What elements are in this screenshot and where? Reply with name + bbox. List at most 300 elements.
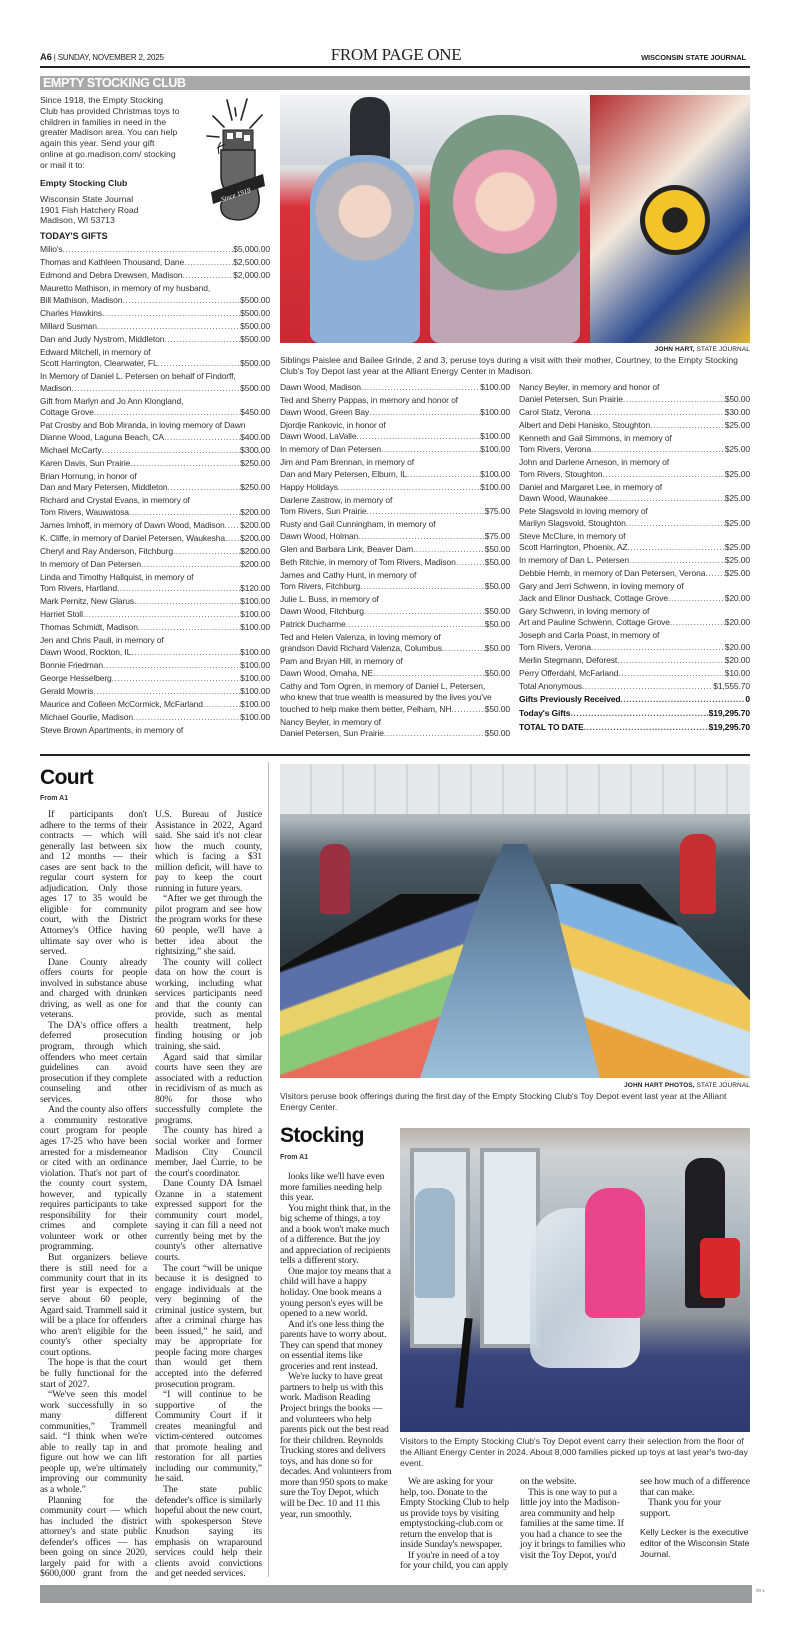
mailing-address [40, 194, 180, 226]
donor-name: Michael Gourlie, Madison [40, 711, 134, 722]
gift-amount: $100.00 [240, 685, 270, 696]
gift-row [280, 457, 510, 480]
article-paragraph: Dane County already offers courts for people involved in substance abuse and charged with drunken driving, as well as one for veterans. [40, 956, 147, 1021]
page-code: 00 1 [756, 1588, 765, 1593]
gift-dedication: who knew that true wealth is measured by the lives you've [280, 692, 492, 702]
gift-line [280, 581, 510, 593]
donor-name: Dawn Wood, Holman [280, 530, 359, 541]
donor-name: Tom Rivers, Sun Prairie [280, 506, 367, 516]
dot-leader [668, 593, 725, 605]
article-paragraph: The DA's office offers a deferred prosecution program, through which offenders who meet certain guidelines can avoid prosecution if they complete counseling and other services. [40, 1019, 147, 1105]
todays-gifts-heading: TODAY'S GIFTS [40, 231, 108, 241]
dot-leader [413, 544, 485, 556]
gift-dedication: Richard and Crystal Evans, in memory of [40, 495, 190, 505]
donor-name: Thomas and Kathleen Thousand, Dane [40, 257, 185, 267]
donor-name: Mark Pernitz, New Glarus [40, 596, 134, 606]
address-line: 1901 Fish Hatchery Road [40, 204, 139, 215]
article-paragraph: The hope is that the court be fully functional for the start of 2027. [40, 1357, 147, 1390]
gift-line [40, 699, 270, 711]
gift-amount: $500.00 [240, 333, 270, 344]
gift-row [40, 546, 270, 558]
gift-line [40, 321, 270, 333]
article-paragraph: looks like we'll have even more families needing help this year. [280, 1171, 385, 1204]
gift-amount: $25.00 [724, 468, 750, 479]
gift-row [519, 630, 750, 653]
gift-line [40, 673, 270, 685]
gift-row [280, 420, 510, 443]
donor-name: Dan and Mary Petersen, Elburn, IL [280, 468, 407, 479]
gift-line [40, 660, 270, 672]
gift-amount: $200.00 [240, 519, 270, 530]
gift-row [40, 471, 270, 494]
article-paragraph: Agard said that similar courts have seen they are associated with a reduction in recidivism of as much as 80% for those who successfully complete the programs. [155, 1051, 262, 1126]
article-paragraph: We are asking for your help, too. Donate to the Empty Stocking Club to help us provide toys by visiting emptystocking-club.com or return the envelop that is inside Sunday's newspaper. [400, 1476, 509, 1551]
gift-amount: $500.00 [240, 307, 270, 318]
article-paragraph: But organizers believe there is still need for a community court that in its first year is expected to serve about 60 people, Agard said. Trammell said it will be a place for offenders who aren't eligible for the county's other specialty court options. [40, 1251, 147, 1358]
donor-name: Tom Rivers, Hartland [40, 583, 117, 593]
gift-amount: $75.00 [484, 530, 510, 541]
dot-leader [83, 609, 240, 621]
gift-amount: $50.00 [484, 667, 510, 678]
address-line: Wisconsin State Journal [40, 194, 134, 205]
gift-row [40, 371, 270, 394]
donor-name: Beth Ritchie, in memory of Tom Rivers, Madison [280, 556, 456, 567]
article-paragraph: “We've seen this model work successfully in so many different communities,” Trammell said. “I think when we're able to really tap in and figure out how we can lift people up, we're ultimately improving our community as a whole.” [40, 1389, 147, 1495]
article-paragraph: Thank you for your support. [640, 1497, 721, 1519]
gift-row [280, 382, 510, 394]
stocking-logo-icon [205, 96, 267, 224]
gift-line [40, 244, 270, 256]
gift-dedication: Gift from Marlyn and Jo Ann Klongland, [40, 395, 184, 406]
donor-name: Michael McCarty [40, 444, 102, 455]
gift-dedication: In Memory of Daniel L. Petersen on behalf of Findorff, [40, 371, 236, 381]
intro-text: Since 1918, the Empty Stocking Club has provided Christmas toys to children in families in need in the greater Madison area. You can help again this year. Send your gift online at go.madison.com/ stocking or mail it to: [40, 95, 180, 170]
dot-leader [117, 583, 240, 595]
gift-line [280, 728, 510, 740]
gift-dedication: Cathy and Tom Ogren, in memory of Daniel L. Petersen, [280, 680, 486, 691]
gift-dedication: Rusty and Gail Cunningham, in memory of [280, 519, 436, 529]
donor-name: Bill Mathison, Madison [40, 294, 123, 305]
gift-row [40, 520, 270, 532]
donor-name: Cheryl and Ray Anderson, Fitchburg [40, 545, 173, 556]
gift-amount: $200.00 [240, 506, 270, 517]
credit-org: STATE JOURNAL [696, 346, 750, 353]
donor-name: Maurice and Colleen McCormick, McFarland [40, 698, 203, 709]
intro-box [40, 95, 180, 226]
donor-name: Art and Pauline Schwenn, Cottage Grove [519, 617, 670, 627]
gift-amount: $100.00 [240, 672, 270, 683]
gift-row [280, 656, 510, 679]
gift-amount: $19,295.70 [708, 721, 750, 732]
gift-amount: $50.00 [724, 393, 750, 404]
donor-name: Dawn Wood, Rockton, IL [40, 646, 132, 657]
gift-row [280, 570, 510, 593]
donor-name: Dawn Wood, LaValle [280, 431, 357, 441]
gift-amount: $500.00 [240, 382, 270, 393]
court-article-body [40, 810, 262, 1580]
donor-name: Madison [40, 382, 72, 393]
gift-amount: $25.00 [724, 555, 750, 565]
dot-leader [112, 673, 240, 685]
gift-line [40, 609, 270, 621]
gift-line [40, 257, 270, 269]
gift-line [280, 469, 510, 481]
donor-name: Dianne Wood, Laguna Beach, CA [40, 431, 164, 442]
dot-leader [102, 445, 241, 457]
article-paragraph: And the county also offers a community restorative court program for people ages 17-25 who have been arrested for a misdemeanor or cited with an ordinance violation. That's not part of the county court system, however, and typically requires participants to take responsibility for their crimes and complete volunteer work or other programming. [40, 1104, 147, 1253]
dot-leader [582, 681, 713, 693]
credit-org: STATE JOURNAL [696, 1082, 750, 1089]
donor-name: Tom Rivers, Fitchburg [280, 581, 361, 591]
dot-leader [456, 557, 485, 569]
donor-name: Harriet Stoll [40, 609, 83, 619]
gift-row [40, 635, 270, 658]
gift-line [40, 445, 270, 457]
gift-row [40, 321, 270, 333]
gift-row [519, 382, 750, 405]
gift-amount: $100.00 [480, 382, 510, 392]
dot-leader [705, 568, 724, 580]
gift-row [280, 544, 510, 556]
donor-name: Marilyn Slagsvold, Stoughton [519, 517, 626, 528]
gift-dedication: Daniel and Margaret Lee, in memory of [519, 481, 662, 492]
dot-leader [133, 712, 240, 724]
donor-name: Dawn Wood, Green Bay [280, 406, 370, 417]
photo-credit [520, 1082, 750, 1089]
dot-leader [134, 596, 240, 608]
gift-amount: $50.00 [484, 556, 510, 567]
gift-dedication: Julie L. Buss, in memory of [280, 594, 379, 604]
donor-name: Albert and Debi Hanisko, Stoughton [519, 419, 651, 430]
gift-line [40, 458, 270, 470]
gift-line [519, 568, 750, 580]
gift-amount: $100.00 [240, 659, 270, 670]
gift-row [519, 668, 750, 680]
gift-row [40, 420, 270, 443]
gift-amount: $400.00 [240, 431, 270, 442]
gift-dedication: Pam and Bryan Hill, in memory of [280, 656, 403, 666]
gift-dedication: Jen and Chris Pauli, in memory of [40, 635, 164, 645]
gift-line [40, 622, 270, 634]
gift-row [519, 655, 750, 667]
gift-line [519, 555, 750, 567]
donor-name: Edmond and Debra Drewsen, Madison [40, 270, 183, 280]
gift-amount: $20.00 [724, 654, 750, 665]
gift-line [519, 394, 750, 406]
donor-name: touched to help make them better, Pelham, NH [280, 703, 452, 714]
dot-leader [369, 407, 480, 419]
dot-leader [360, 581, 485, 593]
gift-row [280, 482, 510, 494]
gift-row [519, 407, 750, 419]
gift-row [519, 722, 750, 734]
gift-row [280, 395, 510, 418]
gift-row [280, 717, 510, 740]
donor-name: Jack and Elinor Dushack, Cottage Grove [519, 592, 668, 603]
gift-amount: $25.00 [724, 568, 750, 578]
gift-row [519, 708, 750, 720]
gift-row [280, 619, 510, 631]
dot-leader [130, 458, 240, 470]
gift-dedication: Kenneth and Gail Simmons, in memory of [519, 432, 672, 443]
gift-amount: $100.00 [480, 468, 510, 479]
gift-line [280, 506, 510, 518]
gift-row [40, 257, 270, 269]
photo-caption: Siblings Paislee and Bailee Grinde, 2 and 3, peruse toys during a visit with their mother, Courtney, to the Empty Stocking Club's Toy Depot last year at the Alliant Energy Center in Madison. [280, 355, 738, 376]
org-name: Empty Stocking Club [40, 177, 128, 188]
gift-line [519, 708, 750, 720]
article-paragraph: Dane County DA Ismael Ozanne in a statement expressed support for the community court model, saying it can fill a need not currently being met by the county's other alternative courts. [155, 1178, 262, 1263]
dot-leader [650, 420, 725, 432]
article-paragraph: “I will continue to be supportive of the Community Court if it creates meaningful and victim-centered outcomes that promote healing and restoration for all parties including our community,” he said. [155, 1389, 262, 1485]
donor-name: grandson David Richard Valenza, Columbus [280, 643, 442, 653]
gift-line [519, 617, 750, 629]
gift-line [40, 520, 270, 532]
gift-line [40, 712, 270, 724]
gift-amount: $200.00 [240, 558, 270, 569]
gift-line [40, 308, 270, 320]
dot-leader [164, 432, 240, 444]
dot-leader [364, 606, 485, 618]
gift-amount: $250.00 [240, 457, 270, 468]
gift-line [280, 668, 510, 680]
dot-leader [103, 660, 240, 672]
dot-leader [629, 555, 725, 567]
dot-leader [407, 469, 480, 481]
gift-amount: $30.00 [724, 406, 750, 417]
gift-amount: $19,295.70 [708, 707, 750, 718]
donor-name: Today's Gifts [519, 707, 571, 718]
gift-amount: $20.00 [724, 641, 750, 652]
gift-dedication: Pat Crosby and Bob Miranda, in loving memory of Dawn [40, 420, 246, 430]
gift-amount: $100.00 [240, 711, 270, 722]
gift-amount: $100.00 [240, 609, 270, 619]
donor-name: Karen Davis, Sun Prairie [40, 457, 131, 468]
donor-name: Dawn Wood, Madison [280, 382, 361, 392]
gift-row [280, 519, 510, 542]
dot-leader [590, 407, 724, 419]
gift-amount: $2,000.00 [233, 270, 270, 280]
gift-row [40, 308, 270, 320]
donor-name: Dan and Mary Petersen, Middleton [40, 482, 168, 492]
dot-leader [138, 622, 240, 634]
donor-name: Daniel Petersen, Sun Prairie [280, 728, 384, 738]
gift-line [280, 606, 510, 618]
article-paragraph: The county has hired a social worker and former Madison City Council member, Jael Currie, to be the court's coordinator. [155, 1125, 262, 1179]
gift-row [40, 686, 270, 698]
gift-line [40, 647, 270, 659]
donor-name: Dawn Wood, Waunakee [519, 493, 608, 503]
gift-row [519, 694, 750, 706]
gift-dedication: Edward Mitchell, in memory of [40, 346, 151, 357]
court-headline: Court [40, 766, 93, 789]
header-rule [40, 66, 750, 68]
gift-line [40, 596, 270, 608]
dot-leader [620, 694, 745, 706]
donor-name: Patrick Ducharme [280, 618, 346, 629]
donor-name: In memory of Dan Petersen [280, 444, 381, 454]
dot-leader [346, 619, 485, 631]
gift-dedication: Nancy Beyler, in memory and honor of [519, 382, 660, 392]
gift-line [40, 507, 270, 519]
gift-amount: $300.00 [240, 444, 270, 455]
donor-name: Thomas Schmidt, Madison [40, 622, 138, 632]
gift-line [519, 444, 750, 456]
gift-amount: $5,000.00 [233, 244, 270, 254]
gift-row [280, 444, 510, 456]
gift-amount: $100.00 [240, 622, 270, 632]
gift-dedication: Mauretto Mathison, in memory of my husband, [40, 283, 211, 293]
gift-dedication: Steve McClure, in memory of [519, 530, 626, 541]
dot-leader [591, 444, 725, 456]
gift-line [519, 518, 750, 530]
dot-leader [384, 728, 485, 740]
gift-amount: $100.00 [480, 431, 510, 441]
section-title: FROM PAGE ONE [330, 45, 462, 64]
issue-date: SUNDAY, NOVEMBER 2, 2025 [57, 53, 164, 62]
gift-row [40, 396, 270, 419]
gift-row [40, 533, 270, 545]
gift-dedication: Gary and Jerri Schwenn, in loving memory of [519, 581, 684, 591]
gift-dedication: Brian Hornung, in honor of [40, 470, 137, 481]
gift-amount: $200.00 [240, 532, 270, 543]
article-paragraph: Planning for the community court — which has included the district attorney's and state public defender's offices — has been going on since 2020, largely paid for with a $600,000 grant from the U.S. Bureau of Justice Assistance in 2022, Agard said. She said it's not clear how the much county, which is facing a $31 million deficit, will have to pay to keep the court running in future years. [40, 809, 262, 1580]
donor-name: Total Anonymous [519, 680, 582, 691]
gift-line [40, 546, 270, 558]
gift-line [280, 444, 510, 456]
gift-line [519, 694, 750, 706]
donor-name: Perry Offerdahl, McFarland [519, 667, 619, 678]
gift-dedication: Ted and Helen Valenza, in loving memory of [280, 631, 441, 642]
gift-row [40, 712, 270, 724]
gift-line [519, 655, 750, 667]
gift-row [40, 725, 270, 737]
donor-name: Millard Susman [40, 320, 97, 331]
gift-row [40, 559, 270, 571]
dot-leader [168, 482, 241, 494]
gift-line [519, 542, 750, 554]
gift-amount: $500.00 [240, 294, 270, 305]
gift-line [280, 482, 510, 494]
gift-amount: 0 [745, 693, 750, 704]
gift-line [280, 407, 510, 419]
article-paragraph: This is one way to put a little joy into the Madison-area community and help families at the same time. If you had a chance to see the joy it brings to families who visit the Toy Depot, you'd see how much of a difference that can make. [520, 1476, 750, 1561]
gift-row [280, 681, 510, 716]
dot-leader [356, 431, 480, 443]
gift-amount: $500.00 [240, 320, 270, 331]
dot-leader [623, 394, 725, 406]
dot-leader [164, 334, 240, 346]
gift-row [519, 555, 750, 567]
gift-row [40, 347, 270, 370]
gift-line [40, 482, 270, 494]
donor-name: Daniel Petersen, Sun Prairie [519, 393, 623, 404]
gift-row [40, 458, 270, 470]
gift-amount: $50.00 [484, 605, 510, 616]
gift-line [40, 583, 270, 595]
photographer: JOHN HART, [654, 346, 695, 353]
gift-line [40, 686, 270, 698]
stocking-headline: Stocking [280, 1124, 364, 1147]
dot-leader [93, 686, 240, 698]
gift-row [519, 506, 750, 529]
gift-dedication: Linda and Timothy Hallquist, in memory of [40, 571, 194, 582]
address-line: Madison, WI 53713 [40, 215, 115, 226]
page-number: A6 [40, 52, 52, 63]
dot-leader [361, 382, 480, 394]
dot-leader [628, 542, 725, 554]
dot-leader [225, 533, 240, 545]
gift-line [519, 593, 750, 605]
gift-amount: $50.00 [484, 543, 510, 554]
gift-line [519, 681, 750, 693]
stocking-article-body [280, 1172, 393, 1520]
photo-caption: Visitors to the Empty Stocking Club's Toy Depot event carry their selection from the floor of the Alliant Energy Center in 2024. About 8,000 families picked up toys at last year's two-day event. [400, 1436, 748, 1468]
gift-row [519, 420, 750, 432]
dot-leader [602, 469, 724, 481]
donor-name: Glen and Barbara Link, Beaver Dam [280, 543, 414, 554]
gift-line [280, 704, 510, 716]
donor-name: Merlin Stegmann, Deforest [519, 654, 618, 665]
dot-leader [97, 321, 240, 333]
gift-row [519, 433, 750, 456]
page-folio: A6 | SUNDAY, NOVEMBER 2, 2025 [40, 52, 164, 63]
dot-leader [670, 617, 725, 629]
dot-leader [570, 708, 708, 720]
dot-leader [131, 647, 240, 659]
gift-row [40, 660, 270, 672]
gift-row [519, 457, 750, 480]
donor-name: Carol Statz, Verona [519, 406, 591, 417]
article-paragraph: The state public defender's office is similarly hopeful about the new court, with spokesperson Steve Knudson saying its emphasis on wraparound services could help their clients avoid convictions and get needed services. [155, 1484, 262, 1580]
gift-row [519, 531, 750, 554]
gift-dedication: Steve Brown Apartments, in memory of [40, 724, 184, 735]
court-jump-line: From A1 [40, 795, 69, 802]
gift-amount: $25.00 [724, 444, 750, 454]
donor-name: James Imhoff, in memory of Dawn Wood, Madison [40, 519, 225, 530]
donor-name: K. Cliffe, in memory of Daniel Petersen, Waukesha [40, 532, 225, 543]
gift-row [280, 495, 510, 518]
photo-caption: Visitors peruse book offerings during the first day of the Empty Stocking Club's Toy Depot event last year at the Alliant Energy Center. [280, 1091, 727, 1112]
donor-name: TOTAL TO DATE [519, 721, 584, 732]
article-paragraph: The county will collect data on how the court is working, including what services participants need and that the county can provide, such as mental health treatment, help finding housing or job training, she said. [155, 956, 262, 1053]
section-rule [40, 754, 750, 756]
photo-girl-carrying-bag [400, 1128, 750, 1432]
dot-leader [94, 407, 240, 419]
gift-row [40, 445, 270, 457]
gift-line [280, 557, 510, 569]
gift-dedication: Gary Schwenn, in loving memory of [519, 605, 650, 616]
gift-row [40, 673, 270, 685]
gift-line [280, 544, 510, 556]
dot-leader [71, 383, 240, 395]
donor-name: Charles Hawkins [40, 307, 102, 318]
gift-line [40, 383, 270, 395]
article-paragraph: If you're in need of a toy for your child, you can apply on the website. [400, 1476, 577, 1572]
donor-name: In memory of Dan Petersen [40, 558, 141, 569]
article-paragraph: One major toy means that a child will have a happy holiday. One book means a young person's eyes will be opened to a new world. [280, 1265, 391, 1320]
gift-row [40, 495, 270, 518]
dot-leader [617, 655, 725, 667]
gift-row [519, 482, 750, 505]
stocking-article-continued [400, 1477, 750, 1572]
donor-name: Tom Rivers, Verona [519, 641, 592, 652]
dot-leader [102, 308, 240, 320]
donor-name: Scott Harrington, Phoenix, AZ [519, 542, 628, 552]
gift-amount: $100.00 [480, 444, 510, 454]
article-paragraph: And it's one less thing the parents have to worry about. They can spend that money on essential items like groceries and rent instead. [280, 1318, 387, 1372]
gift-amount: $20.00 [724, 592, 750, 603]
